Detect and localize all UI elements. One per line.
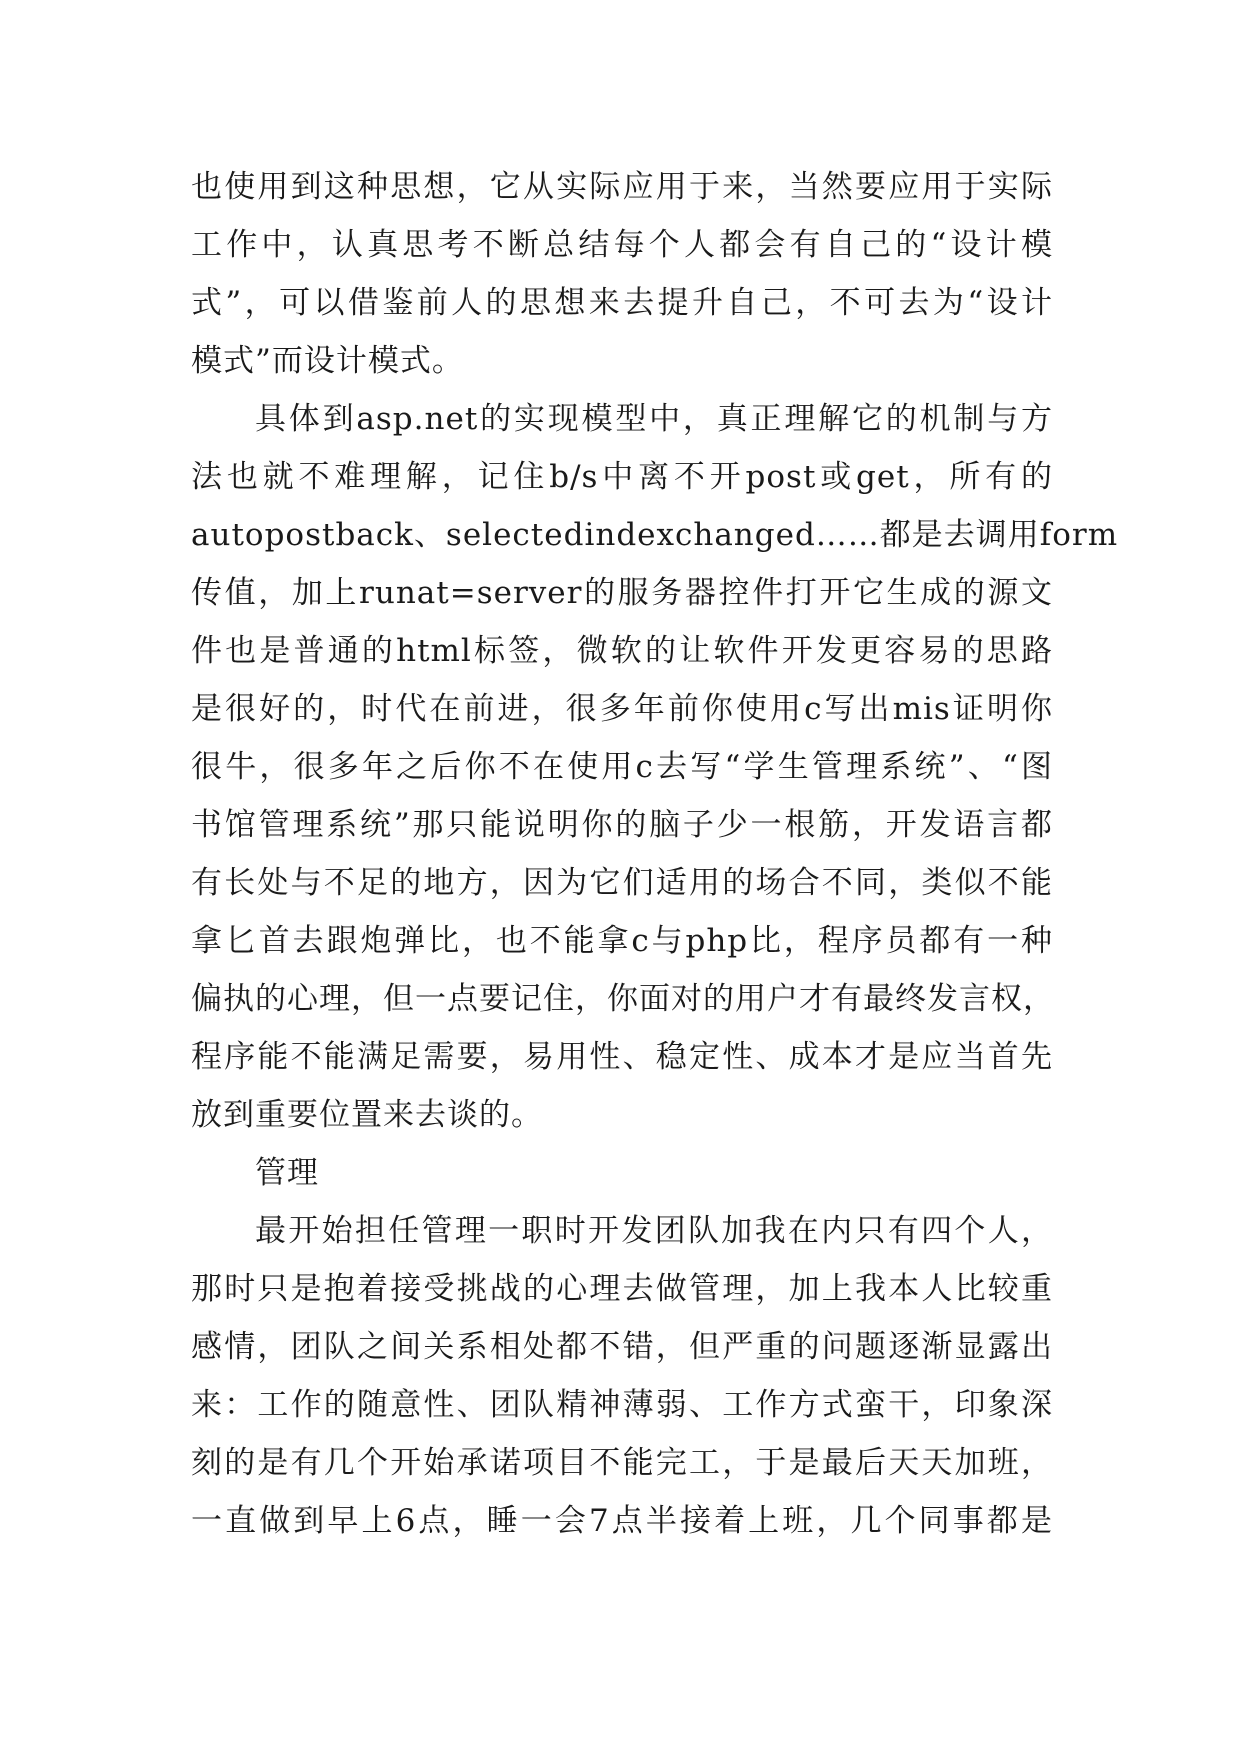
text-line: 书馆管理系统”那只能说明你的脑子少一根筋，开发语言都: [191, 807, 1053, 843]
text-line: 一直做到早上6点，睡一会7点半接着上班，几个同事都是: [191, 1503, 1053, 1539]
text-line: 式”，可以借鉴前人的思想来去提升自己，不可去为“设计: [191, 285, 1053, 321]
text-line: 偏执的心理，但一点要记住，你面对的用户才有最终发言权，: [191, 981, 1055, 1017]
text-line: 程序能不能满足需要，易用性、稳定性、成本才是应当首先: [191, 1039, 1053, 1075]
text-line: 刻的是有几个开始承诺项目不能完工，于是最后天天加班，: [191, 1445, 1053, 1481]
section-heading: 管理: [255, 1155, 319, 1191]
text-line: 很牛，很多年之后你不在使用c去写“学生管理系统”、“图: [191, 749, 1053, 785]
text-line: autopostback、selectedindexchanged……都是去调用form: [191, 517, 1119, 553]
text-line: 拿匕首去跟炮弹比，也不能拿c与php比，程序员都有一种: [191, 923, 1053, 959]
text-line: 传值，加上runat=server的服务器控件打开它生成的源文: [191, 575, 1053, 611]
text-line: 模式”而设计模式。: [191, 343, 464, 379]
text-line: 那时只是抱着接受挑战的心理去做管理，加上我本人比较重: [191, 1271, 1053, 1307]
text-line: 也使用到这种思想，它从实际应用于来，当然要应用于实际: [191, 169, 1053, 205]
text-line: 来：工作的随意性、团队精神薄弱、工作方式蛮干，印象深: [191, 1387, 1053, 1423]
text-line: 法也就不难理解，记住b/s中离不开post或get，所有的: [191, 459, 1053, 495]
paragraph-first-line: 具体到asp.net的实现模型中，真正理解它的机制与方: [255, 401, 1053, 437]
paragraph-first-line: 最开始担任管理一职时开发团队加我在内只有四个人，: [255, 1213, 1053, 1249]
body-text: [191, 158, 1119, 1550]
text-line: 件也是普通的html标签，微软的让软件开发更容易的思路: [191, 633, 1053, 669]
text-line: 是很好的，时代在前进，很多年前你使用c写出mis证明你: [191, 691, 1053, 727]
text-line: 有长处与不足的地方，因为它们适用的场合不同，类似不能: [191, 865, 1053, 901]
text-line: 放到重要位置来去谈的。: [191, 1097, 543, 1133]
text-line: 工作中，认真思考不断总结每个人都会有自己的“设计模: [191, 227, 1053, 263]
text-line: 感情，团队之间关系相处都不错，但严重的问题逐渐显露出: [191, 1329, 1053, 1365]
